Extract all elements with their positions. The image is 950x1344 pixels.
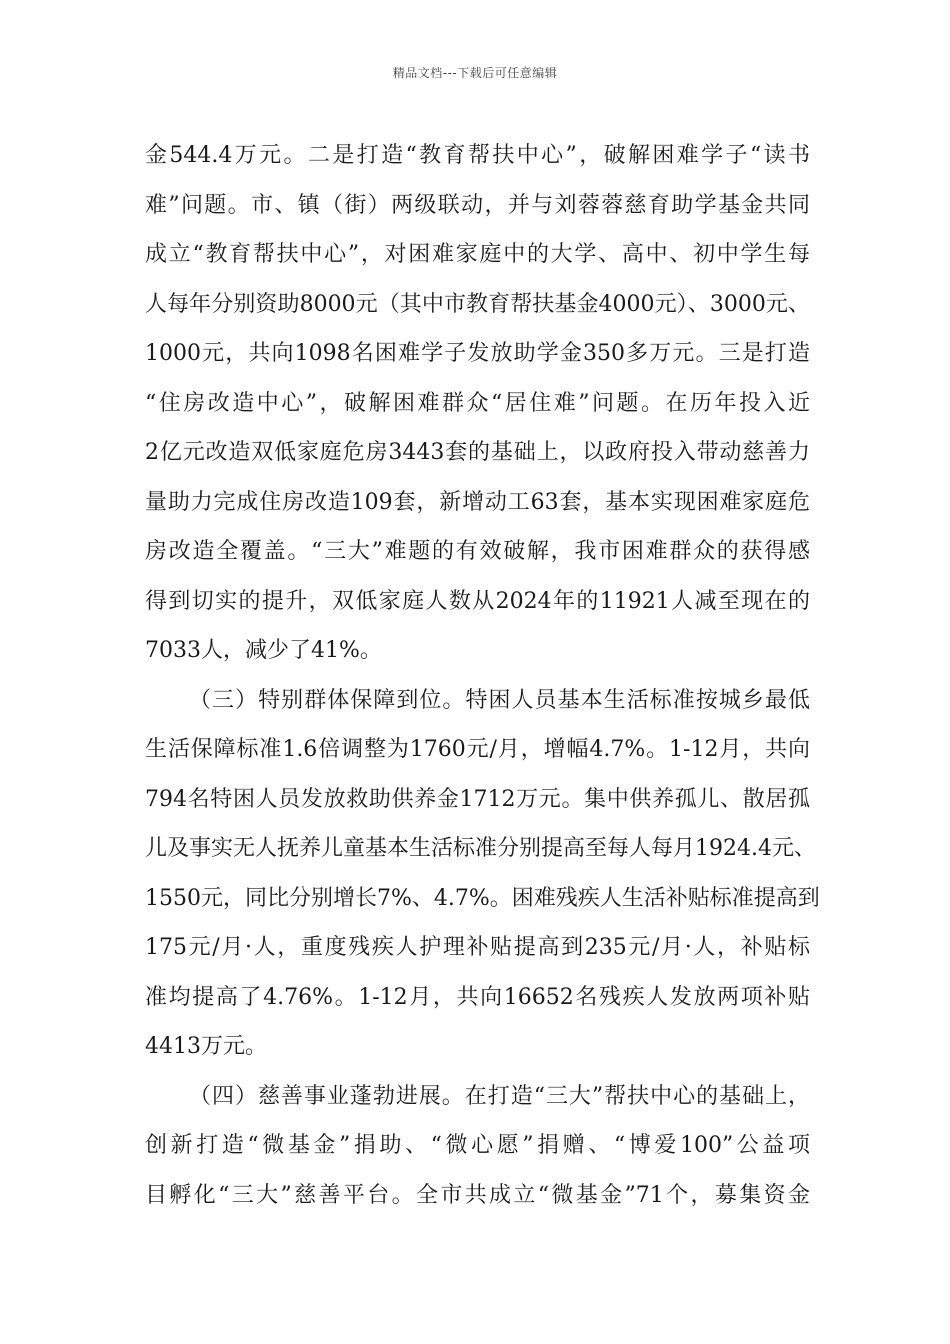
paragraph <box>145 676 820 1072</box>
text-line: 生活保障标准1.6倍调整为1760元/月，增幅4.7%。1-12月，共向 <box>145 737 810 762</box>
text-line: 1000元，共向1098名困难学子发放助学金350多万元。三是打造 <box>145 341 810 366</box>
page-header: 精品文档---下载后可任意编辑 <box>392 66 558 80</box>
text-line: 房改造全覆盖。“三大”难题的有效破解，我市困难群众的获得感 <box>145 539 810 564</box>
paragraph <box>145 131 810 676</box>
text-line: 难”问题。市、镇（街）两级联动，并与刘蓉蓉慈育助学基金共同 <box>145 192 810 218</box>
text-line: 175元/月·人，重度残疾人护理补贴提高到235元/月·人，补贴标 <box>145 935 810 960</box>
text-line: 准均提高了4.76%。1-12月，共向16652名残疾人发放两项补贴 <box>145 984 810 1010</box>
document-body <box>145 131 820 1220</box>
text-line: 4413万元。 <box>145 1034 267 1059</box>
text-line: 人每年分别资助8000元（其中市教育帮扶基金4000元）、3000元、 <box>145 291 810 317</box>
text-line: 量助力完成住房改造109套，新增动工63套，基本实现困难家庭危 <box>145 489 810 515</box>
text-line: 2亿元改造双低家庭危房3443套的基础上，以政府投入带动慈善力 <box>145 440 810 465</box>
text-line: 1550元，同比分别增长7%、4.7%。困难残疾人生活补贴标准提高到 <box>145 885 820 911</box>
text-line: 794名特困人员发放救助供养金1712万元。集中供养孤儿、散居孤 <box>145 786 810 812</box>
text-line: （四）慈善事业蓬勃进展。在打造“三大”帮扶中心的基础上， <box>189 1083 810 1109</box>
text-line: 得到切实的提升，双低家庭人数从2024年的11921人减至现在的 <box>145 588 810 614</box>
text-line: 7033人，减少了41%。 <box>145 638 382 663</box>
text-line: “住房改造中心”，破解困难群众“居住难”问题。在历年投入近 <box>145 390 810 416</box>
text-line: 金544.4万元。二是打造“教育帮扶中心”，破解困难学子“读书 <box>145 143 810 168</box>
paragraph <box>145 1072 810 1221</box>
text-line: 目孵化“三大”慈善平台。全市共成立“微基金”71个，募集资金 <box>145 1182 810 1208</box>
text-line: 成立“教育帮扶中心”，对困难家庭中的大学、高中、初中学生每 <box>145 242 810 267</box>
text-line: （三）特别群体保障到位。特困人员基本生活标准按城乡最低 <box>189 687 810 713</box>
text-line: 儿及事实无人抚养儿童基本生活标准分别提高至每人每月1924.4元、 <box>145 836 816 861</box>
text-line: 创新打造“微基金”捐助、“微心愿”捐赠、“博爱100”公益项 <box>145 1133 810 1158</box>
